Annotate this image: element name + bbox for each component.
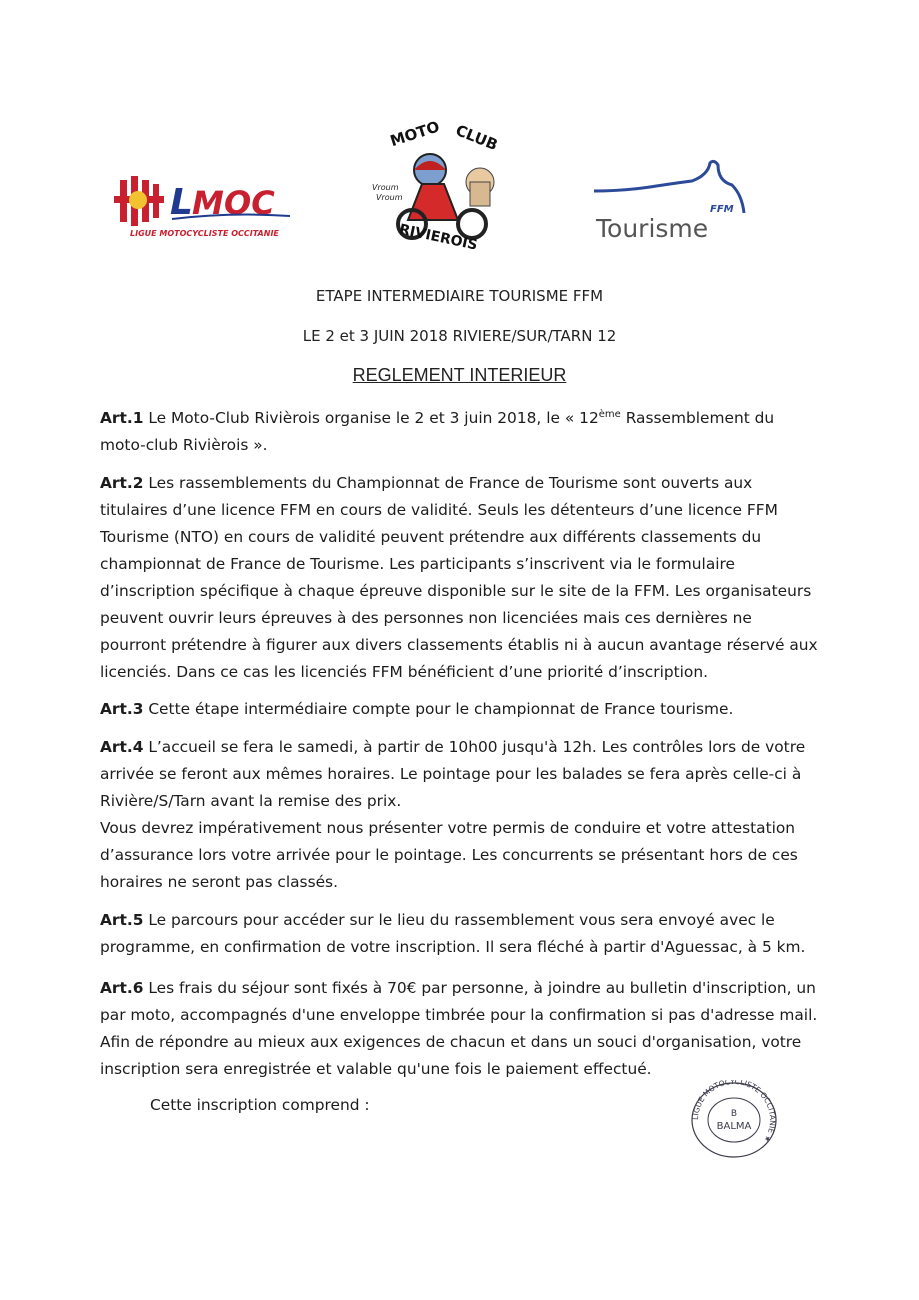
article-label: Art.2 — [100, 474, 144, 492]
moto-club-logo — [360, 112, 520, 257]
svg-text:Vroum: Vroum — [376, 193, 403, 202]
svg-text:Tourisme: Tourisme — [596, 214, 709, 243]
article-3 — [100, 696, 822, 723]
svg-text:BALMA: BALMA — [716, 1121, 752, 1132]
article-6 — [100, 975, 822, 1083]
article-2 — [100, 470, 822, 686]
article-text: Le Moto-Club Rivièrois organise le 2 et 3 juin 2018, le « 12 — [143, 409, 599, 428]
svg-text:B: B — [730, 1109, 738, 1119]
article-4 — [100, 734, 822, 896]
svg-text:M: M — [192, 184, 224, 222]
article-text: Les frais du séjour sont fixés à 70€ par personne, à joindre au bulletin d'inscription, un par moto, accompagnés d'une enveloppe timbrée pour la confirmation si pas d'adresse mail. Afin de répondre au mieux aux exigences de chacun et dans un souci d'organisation, votre inscription sera enregistrée et valable qu'une fois le paiement effectué. — [100, 979, 818, 1078]
article-1 — [100, 401, 822, 459]
article-label: Art.6 — [100, 979, 144, 997]
ligue-stamp — [684, 1080, 784, 1160]
article-text: Cette étape intermédiaire compte pour le championnat de France tourisme. — [143, 700, 734, 718]
article-text: Rassemblement du moto-club Rivièrois ». — [100, 409, 775, 455]
article-5 — [100, 907, 822, 961]
svg-text:OC: OC — [224, 184, 275, 222]
inscription-includes: Cette inscription comprend : — [150, 1096, 370, 1114]
svg-text:MOTO: MOTO — [387, 117, 442, 151]
article-label: Art.3 — [100, 700, 144, 718]
article-text: L’accueil se fera le samedi, à partir de 10h00 jusqu'à 12h. Les contrôles lors de votre arrivée se feront aux mêmes horaires. Le pointage pour les balades se fera après celle-ci à Rivière/S/Tarn avant la remise des prix. — [100, 738, 806, 810]
regulation-heading: REGLEMENT INTERIEUR — [352, 365, 567, 385]
svg-text:LIGUE MOTOCYCLISTE OCCITANIE: LIGUE MOTOCYCLISTE OCCITANIE — [130, 229, 279, 238]
lmoc-logo — [112, 172, 297, 247]
svg-text:FFM: FFM — [710, 204, 734, 215]
document-title: ETAPE INTERMEDIAIRE TOURISME FFM — [315, 287, 604, 305]
article-label: Art.4 — [100, 738, 144, 756]
article-label: Art.5 — [100, 911, 144, 929]
article-text-2: Vous devrez impérativement nous présenter votre permis de conduire et votre attestation d’assurance lors votre arrivée pour le pointage. Les concurrents se présentant hors de ces horaires ne seront pas classés. — [100, 819, 798, 891]
event-date-line: LE 2 et 3 JUIN 2018 RIVIERE/SUR/TARN 12 — [302, 327, 617, 345]
article-text: Les rassemblements du Championnat de France de Tourisme sont ouverts aux titulaires d’une licence FFM en cours de validité. Seuls les détenteurs d’une licence FFM Tourisme (NTO) en cours de validité peuvent prétendre aux différents classements du championnat de France de Tourisme. Les participants s’inscrivent via le formulaire d’inscription spécifique à chaque épreuve disponible sur le site de la FFM. Les organisateurs peuvent ouvrir leurs épreuves à des personnes non licenciées mais ces dernières ne pourront prétendre à figurer aux divers classements établis ni à aucun avantage réservé aux licenciés. Dans ce cas les licenciés FFM bénéficient d’une priorité d’inscription. — [100, 474, 818, 681]
article-label: Art.1 — [100, 409, 144, 428]
ffm-tourisme-logo — [592, 155, 757, 245]
svg-text:Vroum: Vroum — [372, 183, 399, 192]
svg-text:RIVIEROIS: RIVIEROIS — [397, 221, 479, 254]
superscript: ème — [598, 409, 621, 420]
article-text: Le parcours pour accéder sur le lieu du rassemblement vous sera envoyé avec le programme, en confirmation de votre inscription. Il sera fléché à partir d'Aguessac, à 5 km. — [100, 911, 806, 956]
svg-text:L: L — [170, 182, 193, 223]
svg-text:LIGUE MOTOCYCLISTE OCCITANIE ★: LIGUE MOTOCYCLISTE OCCITANIE ★ — [690, 1080, 778, 1144]
svg-text:CLUB: CLUB — [453, 121, 501, 155]
